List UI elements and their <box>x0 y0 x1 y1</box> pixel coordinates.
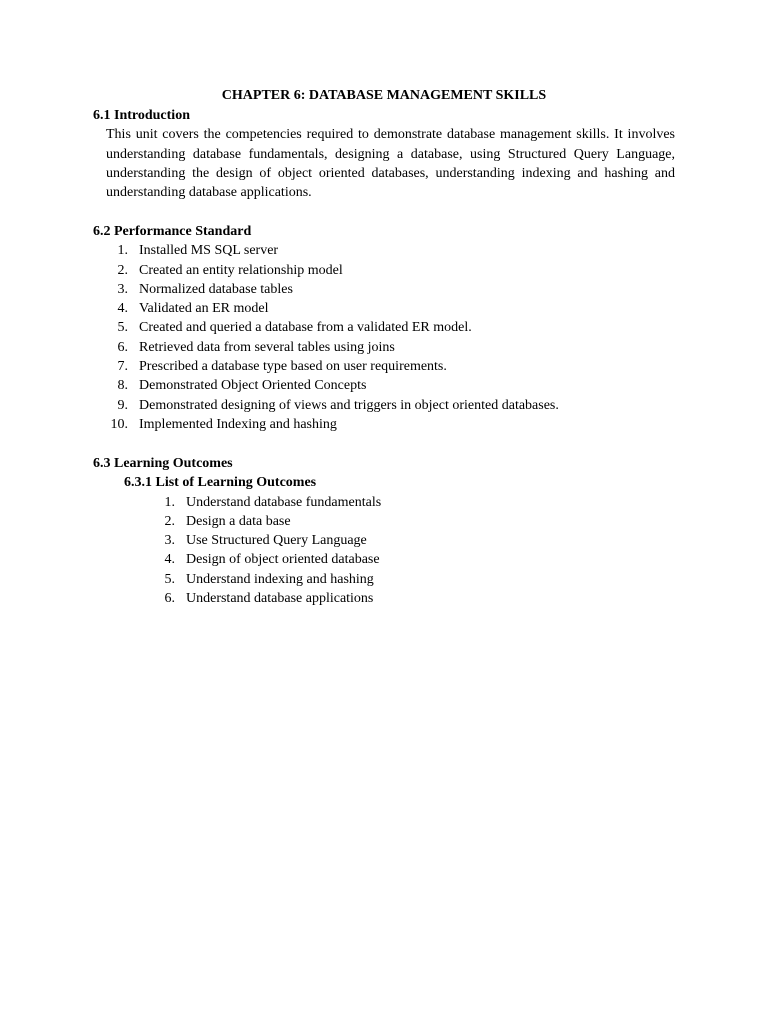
list-item-number: 3. <box>117 281 128 297</box>
list-item-number: 8. <box>117 378 128 394</box>
list-item-number: 6. <box>164 591 175 607</box>
list-item-text: Understand indexing and hashing <box>186 571 374 587</box>
list-item <box>93 280 675 299</box>
list-item-text: Implemented Indexing and hashing <box>139 416 337 432</box>
list-item <box>93 570 675 589</box>
list-item <box>93 550 675 569</box>
list-item-text: Design a data base <box>186 513 291 529</box>
list-item-text: Retrieved data from several tables using joins <box>139 339 395 355</box>
list-item <box>93 396 675 415</box>
learning-outcomes-section <box>93 454 675 608</box>
list-item <box>93 357 675 376</box>
list-item-number: 1. <box>117 243 128 259</box>
list-item-number: 10. <box>110 416 128 432</box>
list-item-text: Normalized database tables <box>139 281 293 297</box>
list-item <box>93 338 675 357</box>
list-item <box>93 318 675 337</box>
list-item <box>93 241 675 260</box>
performance-standard-heading: 6.2 Performance Standard <box>93 224 252 239</box>
list-item-number: 9. <box>117 397 128 413</box>
list-item-number: 7. <box>117 359 128 375</box>
list-item-text: Prescribed a database type based on user requirements. <box>139 359 447 375</box>
list-item <box>93 415 675 434</box>
list-item-text: Created an entity relationship model <box>139 262 343 278</box>
introduction-paragraph: This unit covers the competencies required to demonstrate database management skills. It involves understanding database fundamentals, designing a database, using Structured Query Language, understanding the design of object oriented databases, understanding indexing and hashing and understanding database applications. <box>106 127 675 201</box>
list-item-number: 5. <box>117 320 128 336</box>
list-item <box>93 493 675 512</box>
list-item-text: Installed MS SQL server <box>139 243 279 259</box>
list-item-number: 5. <box>164 571 175 587</box>
list-item-text: Demonstrated designing of views and triggers in object oriented databases. <box>139 397 559 413</box>
performance-standard-section <box>93 222 675 434</box>
list-item <box>93 376 675 395</box>
list-item-number: 3. <box>164 533 175 549</box>
list-item-text: Design of object oriented database <box>186 552 380 568</box>
chapter-title: CHAPTER 6: DATABASE MANAGEMENT SKILLS <box>221 88 547 103</box>
list-item-text: Use Structured Query Language <box>186 533 367 549</box>
list-item-number: 4. <box>164 552 175 568</box>
list-item <box>93 589 675 608</box>
introduction-section <box>93 106 675 202</box>
list-item-text: Understand database applications <box>186 591 374 607</box>
list-item-text: Validated an ER model <box>139 301 269 317</box>
learning-outcomes-list <box>93 493 675 609</box>
list-item <box>93 261 675 280</box>
list-item <box>93 531 675 550</box>
list-item <box>93 299 675 318</box>
list-item-text: Demonstrated Object Oriented Concepts <box>139 378 367 394</box>
list-item-number: 1. <box>164 494 175 510</box>
learning-outcomes-heading: 6.3 Learning Outcomes <box>93 456 233 471</box>
list-item-number: 6. <box>117 339 128 355</box>
introduction-heading: 6.1 Introduction <box>93 108 190 123</box>
list-item-number: 2. <box>164 513 175 529</box>
list-item <box>93 512 675 531</box>
learning-outcomes-subheading: 6.3.1 List of Learning Outcomes <box>124 475 317 491</box>
list-item-number: 2. <box>117 262 128 278</box>
list-item-number: 4. <box>117 301 128 317</box>
list-item-text: Understand database fundamentals <box>186 494 382 510</box>
list-item-text: Created and queried a database from a validated ER model. <box>139 320 472 336</box>
performance-standard-list <box>93 241 675 434</box>
